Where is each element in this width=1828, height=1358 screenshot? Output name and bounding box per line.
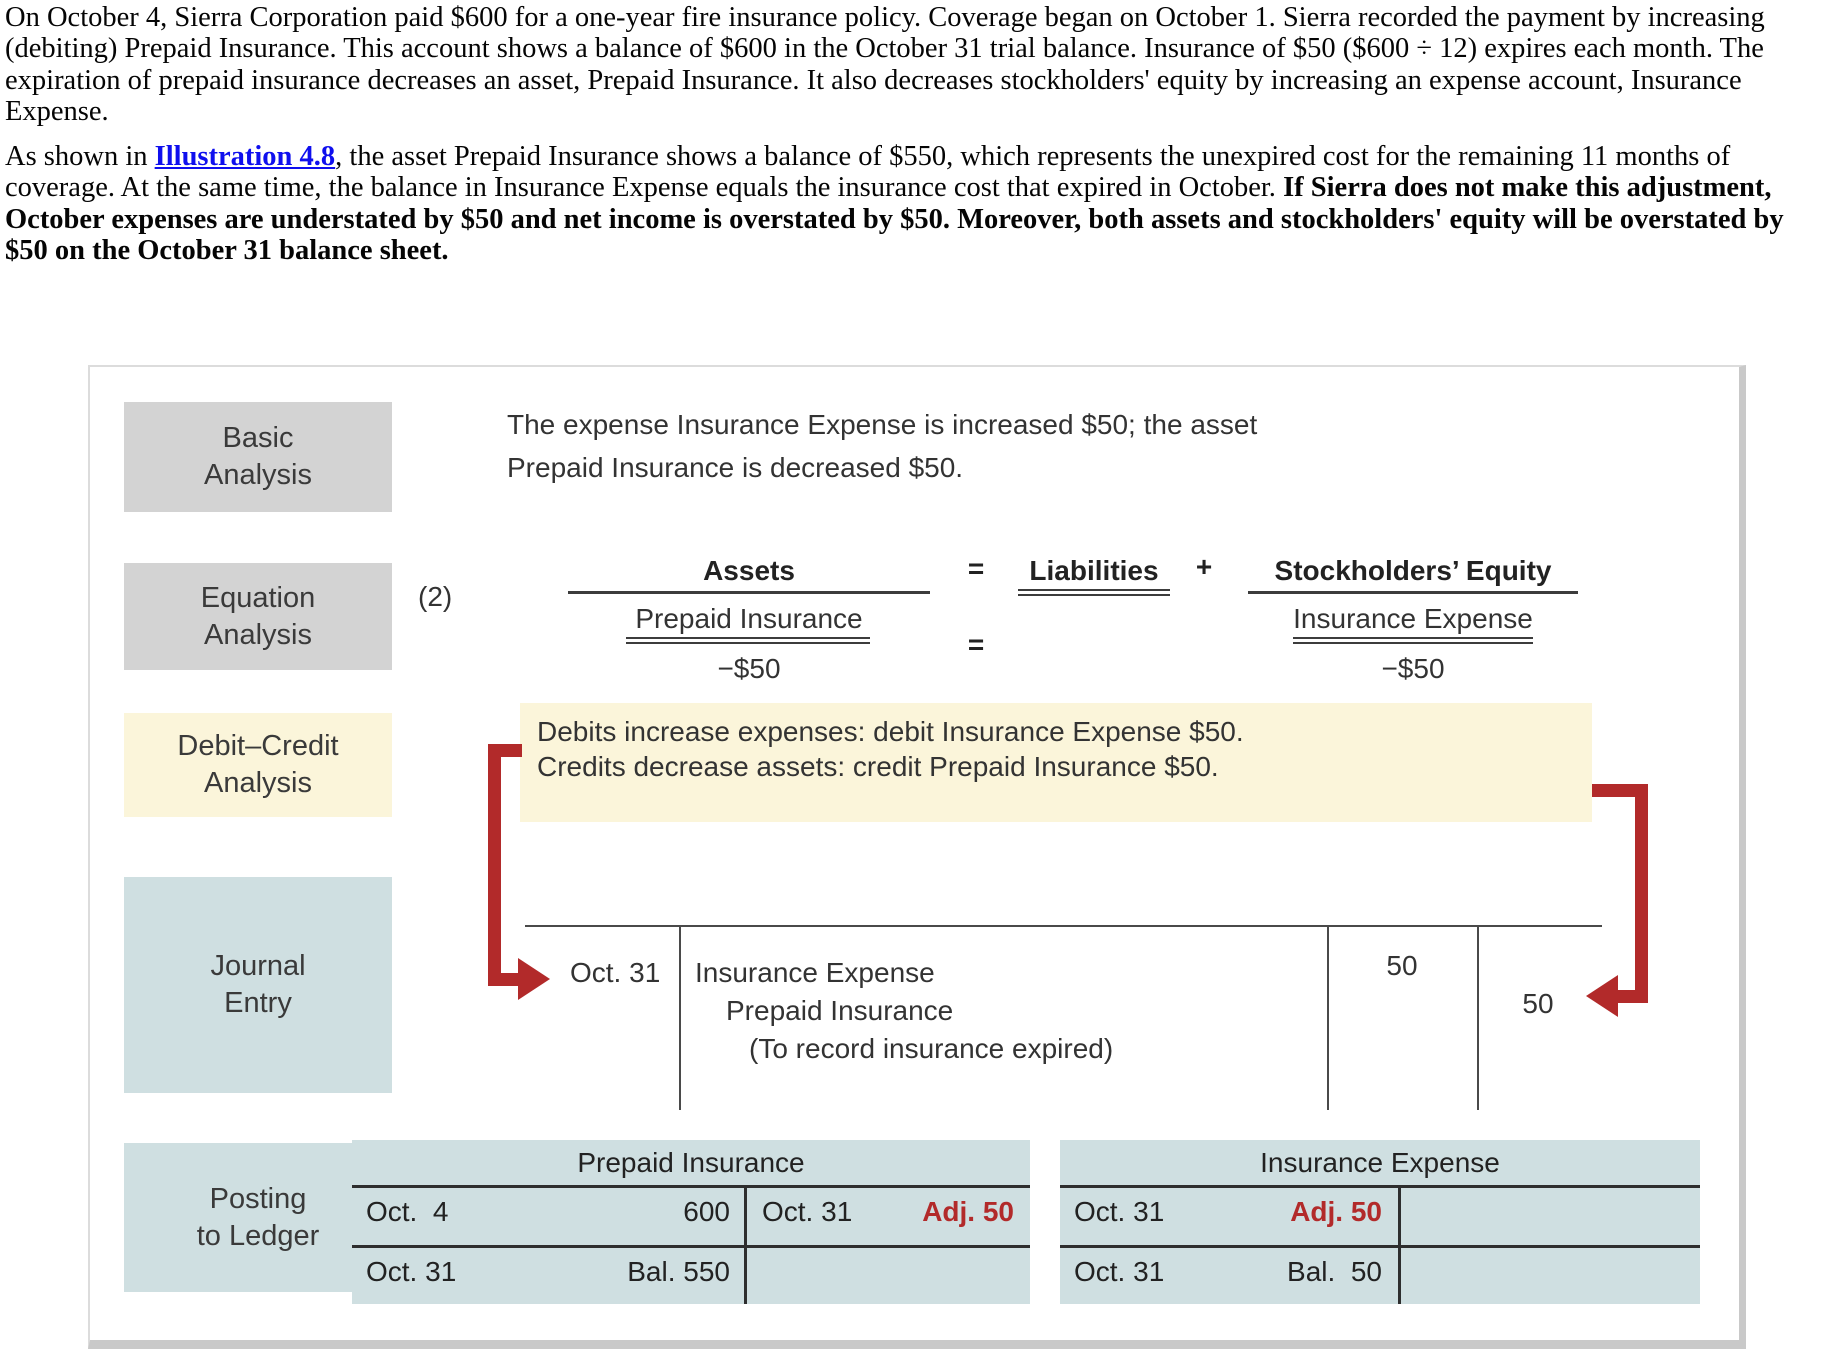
credit-arrow-foot	[1618, 990, 1648, 1003]
prepaid-ledger-center-rule	[744, 1185, 747, 1304]
equity-underline	[1248, 591, 1578, 594]
equation-analysis-label-line2: Analysis	[204, 618, 312, 651]
journal-entry-label-line1: Journal	[210, 950, 306, 982]
equity-account: Insurance Expense	[1293, 603, 1533, 634]
expense-row2-left-date: Oct. 31	[1074, 1256, 1165, 1287]
equation-analysis-label	[124, 563, 392, 670]
equals-top: =	[967, 553, 985, 584]
journal-entry-label	[124, 877, 392, 1093]
journal-date: Oct. 31	[570, 957, 661, 988]
equals-mid: =	[967, 629, 985, 660]
journal-top-rule	[525, 925, 1602, 927]
debit-credit-text-line2: Credits decrease assets: credit Prepaid Insurance $50.	[537, 751, 1219, 782]
insurance-expense-ledger	[1060, 1140, 1700, 1304]
equity-amount: −$50	[1381, 653, 1445, 684]
debit-arrow-foot	[488, 973, 520, 986]
assets-underline	[568, 591, 930, 594]
assets-account-underline	[626, 637, 870, 644]
journal-entry-label-line2: Entry	[224, 987, 292, 1019]
illustration-4-8-link[interactable]: Illustration 4.8	[154, 141, 336, 172]
prepaid-row2-left-amount: Bal. 550	[627, 1256, 730, 1287]
expense-row1-left-amount: Adj. 50	[1290, 1196, 1382, 1227]
assets-header: Assets	[703, 555, 795, 586]
prepaid-row1-right-date: Oct. 31	[762, 1196, 853, 1227]
expense-row1-left-date: Oct. 31	[1074, 1196, 1165, 1227]
expense-ledger-top-rule	[1060, 1185, 1700, 1188]
journal-debit-amount: 50	[1386, 950, 1418, 981]
posting-label-line1: Posting	[209, 1182, 307, 1215]
assets-account: Prepaid Insurance	[635, 603, 863, 634]
posting-label-line2: to Ledger	[196, 1219, 320, 1252]
expense-row2-left-amount: Bal. 50	[1287, 1256, 1382, 1287]
paragraph2-prefix: As shown in	[5, 141, 155, 172]
illustration-figure	[88, 365, 1746, 1349]
equity-account-underline	[1293, 637, 1533, 644]
equity-header: Stockholders’ Equity	[1274, 555, 1552, 586]
debit-credit-label-line1: Debit–Credit	[177, 730, 339, 762]
debit-credit-analysis-label	[124, 713, 392, 817]
intro-paragraph: On October 4, Sierra Corporation paid $600 for a one-year fire insurance policy. Coverage began on October 1. Sierra recorded the payment by increasing (debiting) Prepaid Insurance. This account shows a balance of $600 in the October 31 trial balance. Insurance of $50 ($600 ÷ 12) expires each month. The expiration of prepaid insurance decreases an asset, Prepaid Insurance. It also decreases stockholders' equity by increasing an expense account, Insurance Expense.	[5, 2, 1765, 128]
paragraph2-bold-warning: If Sierra does not make this adjustment, October expenses are understated by $50 and net income is overstated by $50. Moreover, both assets and stockholders' equity will be overstated by $50 on the October 31 balance sheet.	[5, 172, 1784, 267]
illustration-paragraph	[5, 141, 1825, 267]
debit-credit-text-line1: Debits increase expenses: debit Insurance Expense $50.	[537, 716, 1244, 747]
journal-credit-amount: 50	[1522, 988, 1554, 1019]
prepaid-insurance-ledger	[352, 1140, 1030, 1304]
prepaid-row1-left-amount: 600	[683, 1196, 730, 1227]
journal-debit-account: Insurance Expense	[695, 957, 935, 988]
liabilities-header: Liabilities	[1029, 555, 1159, 586]
journal-date-divider	[679, 925, 681, 1110]
journal-credit-account: Prepaid Insurance	[726, 995, 954, 1026]
prepaid-row1-left-date: Oct. 4	[366, 1196, 449, 1227]
equation-number: (2)	[418, 581, 453, 612]
assets-amount: −$50	[717, 653, 781, 684]
debit-arrowhead	[518, 958, 550, 1000]
liabilities-underline	[1018, 589, 1170, 596]
debit-credit-label-line2: Analysis	[204, 767, 312, 799]
basic-analysis-label	[124, 402, 392, 512]
plus-sign: +	[1195, 551, 1213, 582]
prepaid-row2-left-date: Oct. 31	[366, 1256, 457, 1287]
basic-analysis-text-line2: Prepaid Insurance is decreased $50.	[507, 452, 964, 483]
prepaid-ledger-mid-rule	[352, 1245, 1030, 1248]
credit-arrow-vertical	[1635, 784, 1648, 1003]
paragraph2-middle: , the asset Prepaid Insurance shows a balance of $550, which represents the unexpired cost for the remaining 11 months of coverage. At the same time, the balance in Insurance Expense equals the insurance cost that expired in October.	[5, 141, 1731, 204]
debit-arrow-vertical	[488, 744, 501, 986]
basic-analysis-label-line2: Analysis	[204, 459, 312, 491]
expense-ledger-center-rule	[1398, 1185, 1401, 1304]
prepaid-row1-right-amount: Adj. 50	[922, 1196, 1014, 1227]
prepaid-ledger-title: Prepaid Insurance	[577, 1147, 805, 1178]
debit-credit-text-box	[520, 703, 1592, 822]
expense-ledger-mid-rule	[1060, 1245, 1700, 1248]
journal-memo: (To record insurance expired)	[749, 1033, 1114, 1064]
expense-ledger-title: Insurance Expense	[1260, 1147, 1500, 1178]
prepaid-ledger-top-rule	[352, 1185, 1030, 1188]
basic-analysis-text-line1: The expense Insurance Expense is increased $50; the asset	[507, 409, 1258, 440]
basic-analysis-label-line1: Basic	[222, 422, 294, 454]
equation-analysis-label-line1: Equation	[200, 581, 316, 614]
